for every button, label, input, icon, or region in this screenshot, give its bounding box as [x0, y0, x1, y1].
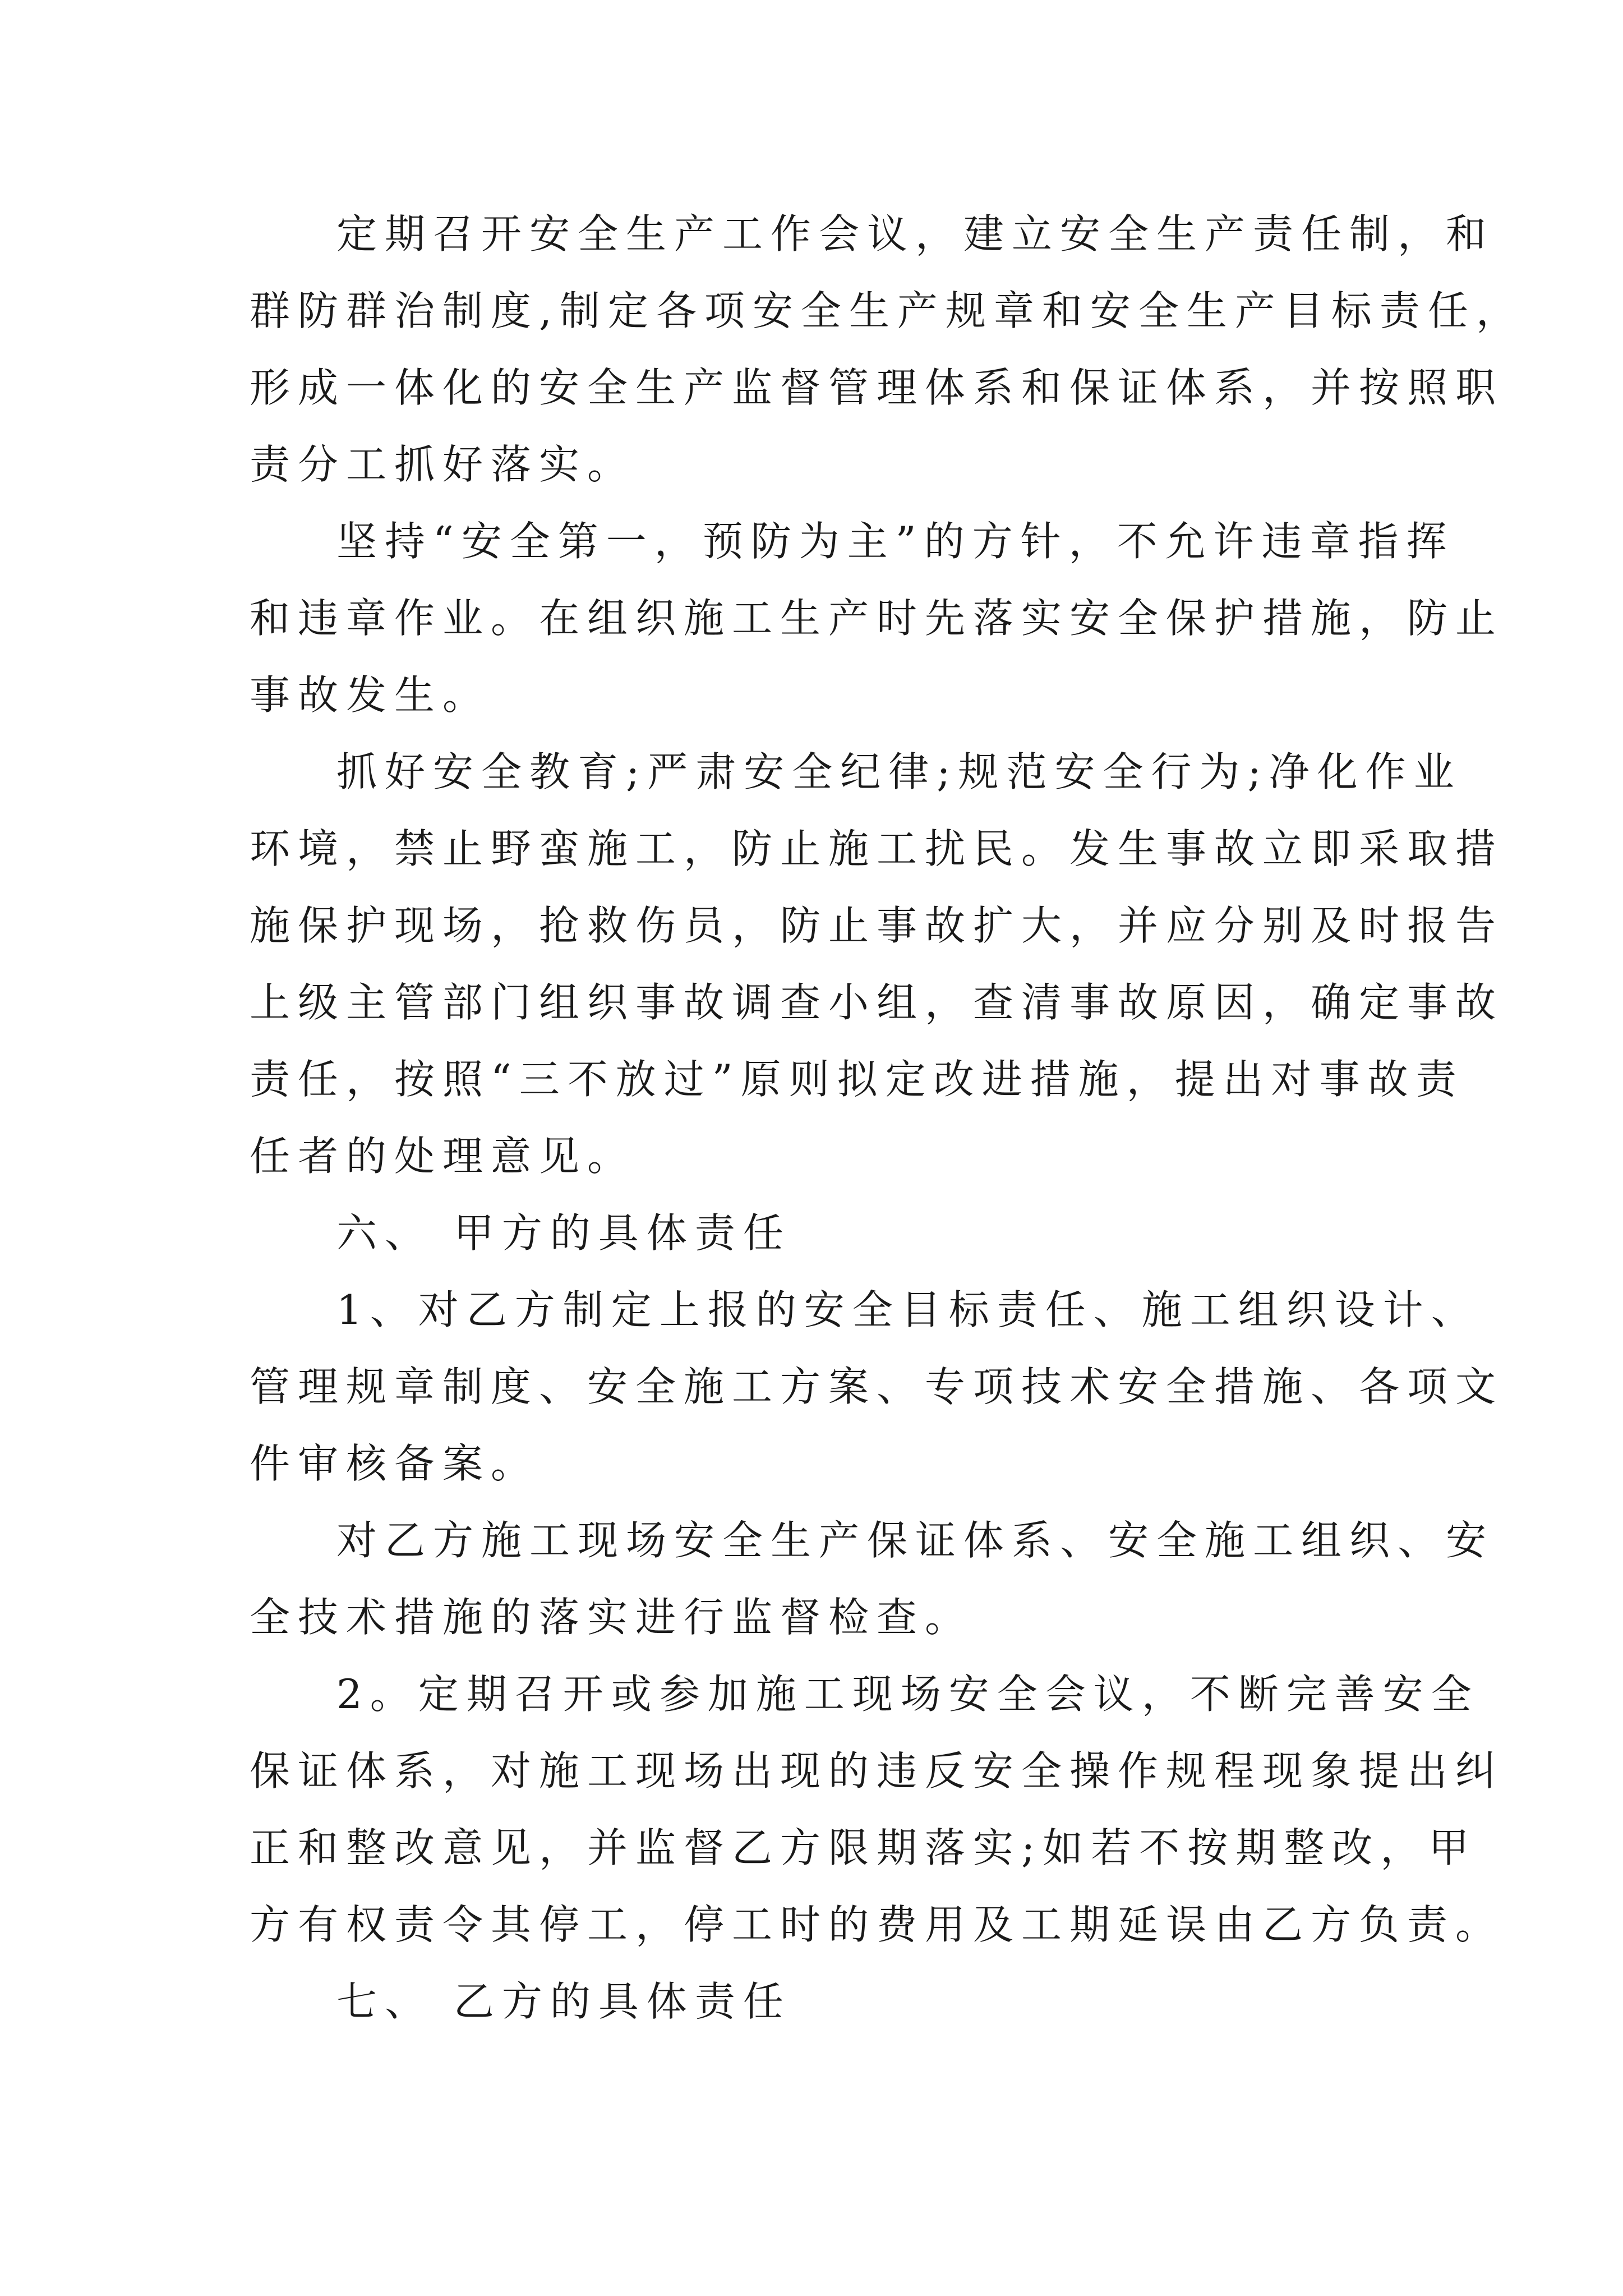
text-line: 管理规章制度、安全施工方案、专项技术安全措施、各项文 — [250, 1363, 1504, 1410]
text-line: 和违章作业。在组织施工生产时先落实安全保护措施，防止 — [250, 595, 1504, 642]
section-heading: 七、 乙方的具体责任 — [336, 1978, 791, 2025]
text-line: 1、对乙方制定上报的安全目标责任、施工组织设计、 — [336, 1286, 1479, 1333]
section-heading: 六、 甲方的具体责任 — [336, 1209, 791, 1257]
text-line: 上级主管部门组织事故调查小组，查清事故原因，确定事故 — [250, 979, 1504, 1026]
text-line: 全技术措施的落实进行监督检查。 — [250, 1594, 974, 1641]
text-line: 抓好安全教育;严肃安全纪律;规范安全行为;净化作业 — [336, 748, 1462, 795]
text-line: 群防群治制度,制定各项安全生产规章和安全生产目标责任， — [250, 287, 1524, 334]
text-line: 定期召开安全生产工作会议，建立安全生产责任制，和 — [336, 210, 1495, 257]
text-line: 方有权责令其停工，停工时的费用及工期延误由乙方负责。 — [250, 1901, 1504, 1948]
text-line: 形成一体化的安全生产监督管理体系和保证体系，并按照职 — [250, 364, 1504, 411]
text-line: 坚持“安全第一，预防为主”的方针，不允许违章指挥 — [336, 518, 1455, 565]
text-line: 环境，禁止野蛮施工，防止施工扰民。发生事故立即采取措 — [250, 825, 1504, 872]
text-line: 任者的处理意见。 — [250, 1133, 636, 1180]
text-line: 保证体系，对施工现场出现的违反安全操作规程现象提出纠 — [250, 1747, 1504, 1795]
text-line: 件审核备案。 — [250, 1440, 540, 1487]
text-line: 2。定期召开或参加施工现场安全会议，不断完善安全 — [336, 1671, 1479, 1718]
text-line: 事故发生。 — [250, 671, 491, 719]
text-line: 正和整改意见，并监督乙方限期落实;如若不按期整改，甲 — [250, 1824, 1477, 1871]
text-line: 对乙方施工现场安全生产保证体系、安全施工组织、安 — [336, 1517, 1495, 1564]
text-line: 施保护现场，抢救伤员，防止事故扩大，并应分别及时报告 — [250, 902, 1504, 949]
text-line: 责任，按照“三不放过”原则拟定改进措施，提出对事故责 — [250, 1056, 1464, 1103]
text-line: 责分工抓好落实。 — [250, 441, 636, 488]
